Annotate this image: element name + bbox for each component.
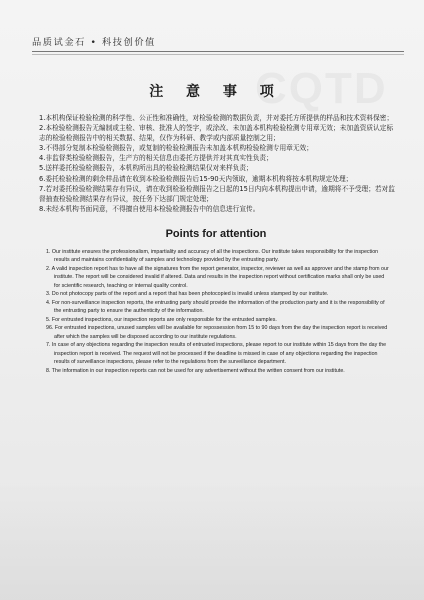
en-notice-item: 8. The information in our inspection reports can not be used for any advertisement without the written consent from our institute. (46, 367, 345, 374)
en-notice-item: 5. For entrusted inspections, our inspection reports are only responsible for the entrusted samples. (46, 316, 277, 323)
en-notice-item: 3. Do not photocopy parts of the report and a report that has been photocopied is invalid unless stamped by our institute. (46, 291, 329, 298)
en-notice-item: 96. For entrusted inspections, unused samples will be available for repossession from 15 to 90 days from the day the inspection report is received after which the samples will be disposed according to our institute regulations. (46, 325, 388, 340)
cn-notice-item: 1.本机构保证检验检测的科学性、公正性和准确性，对检验检测的数据负责，并对委托方所提供的样品和技术资料保密； (39, 114, 394, 122)
en-notice-item: 2. A valid inspection report has to have all the signatures from the report generator, inspector, reviewer as well as approver and the stamp from our institute. The report will be considered invalid if altered. Data and results in the inspection report without certification marks shall only be used for scientific research, teaching or internal quality control. (46, 265, 389, 289)
en-notice-item: 4. For non-surveillance inspection reports, the entrusting party should provide the information of the production party and it is the responsibility of the entrusting party to ensure the authenticity of the information. (46, 299, 385, 315)
en-title: Points for attention (165, 227, 267, 240)
cn-notice-item: 3.不得部分复制本检验检测报告，或复制的检验检测报告未加盖本机构检验检测专用章无效； (39, 144, 313, 153)
paper-shadow (0, 480, 424, 600)
cn-notice-item: 8.未经本机构书面同意，不得擅自使用本检验检测报告中的信息进行宣传。 (39, 204, 260, 213)
watermark (255, 64, 388, 114)
cn-title: 注 意 事 项 (149, 84, 283, 100)
en-notice-item: 7. In case of any objections regarding the inspection results of entrusted inspections, please report to our institute within 15 days from the day the inspection report is received. The request will not be processed if the deadline is missed in case of any objections regarding the inspection results of surveillance inspections, please refer to the regulations from the surveillance department. (46, 342, 387, 366)
cn-notice-item: 7.若对委托检验检测结果存有异议，请在收到检验检测报告之日起的15日内向本机构提出申请，逾期将不予受理；若对监督抽查检验检测结果存有异议，按任务下达部门规定处理； (39, 184, 395, 203)
header-divider (32, 51, 404, 52)
cn-notice-item: 6.委托检验检测的剩余样品请在收到本检验检测报告后15-90天内领取，逾期本机构将按本机构规定处理； (39, 174, 353, 183)
page-header (32, 34, 400, 48)
en-notice-item: 1. Our institute ensures the professionalism, impartiality and accuracy of all the inspections. Our institute takes responsibility for the inspection results and maintains confidentiality of samples and technology provided by the entrusting party. (46, 248, 379, 264)
cn-notice-item: 2.本检验检测报告无编制或主检、审核、批准人的签字，或涂改、未加盖本机构检验检测专用章无效；未加盖资质认定标志的检验检测报告中的相关数据、结果，仅作为科研、教学或内部质量控制之用； (39, 124, 394, 143)
cn-notice-item: 4.非监督类检验检测报告，生产方的相关信息由委托方提供并对其真实性负责； (39, 154, 273, 163)
en-notice-list (32, 248, 390, 376)
cn-notice-list (32, 113, 395, 214)
header-slogan: 品质试金石 • 科技创价值 (32, 37, 156, 48)
header-divider-secondary (32, 54, 404, 55)
cn-notice-item: 5.送样委托检验检测报告，本机构所出具的检验检测结果仅对来样负责； (39, 164, 253, 173)
